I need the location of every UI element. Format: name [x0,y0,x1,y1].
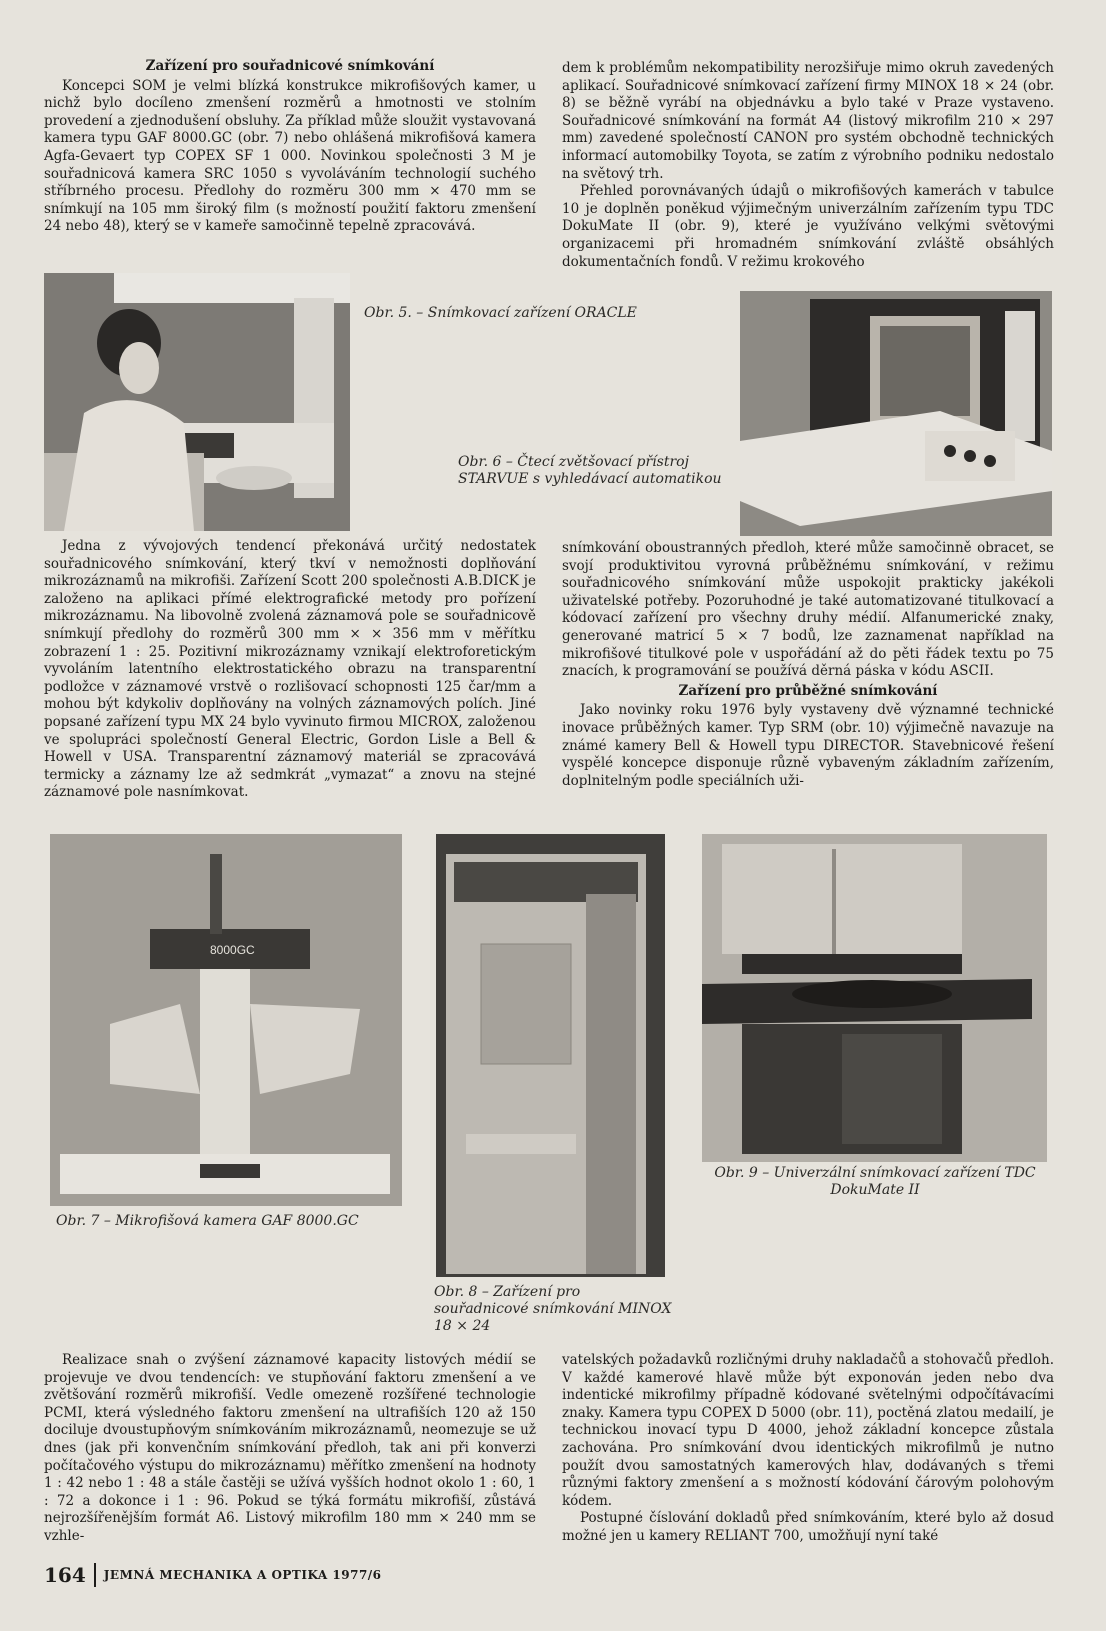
paragraph: Přehled porovnávaných údajů o mikrofišových kamerách v tabulce 10 je doplněn poněkud výjimečným univerzálním zařízením typu TDC DokuMate II (obr. 9), které je využíváno velkými světovými organizacemi při hromadném snímkování zvláště obsáhlých dokumentačních fondů. V režimu krokového [562,183,1054,270]
column-left-bottom [44,1352,536,1546]
caption-fig6: Obr. 6 – Čtecí zvětšovací přístroj STARVUE s vyhledávací automatikou [458,454,722,487]
paragraph: Jako novinky roku 1976 byly vystaveny dvě významné technické inovace průběžných kamer. Typ SRM (obr. 10) výjimečně navazuje na známé kamery Bell & Howell typu DIRECTOR. Stavebnicové řešení vyspělé koncepce disponuje různě vybaveným základním zařízením, doplnitelným podle speciálních uži- [562,702,1054,789]
photo-tdc-illustration [702,834,1047,1162]
caption-fig5: Obr. 5. – Snímkovací zařízení ORACLE [364,305,637,321]
page-footer [44,1560,382,1590]
paragraph: dem k problémům nekompatibility nerozšiřuje mimo okruh zavedených aplikací. Souřadnicové snímkovací zařízení firmy MINOX 18 × 24 (obr. 8) se běžně vyrábí na objednávku a bylo také v Praze vystaveno. Souřadnicové snímkování na formát A4 (listový mikrofilm 210 × 297 mm) zavedené společností CANON pro systém obchodně technických informací automobilky Toyota, se zatím z výrobního podniku nedostalo na světový trh. [562,60,1054,182]
caption-fig7: Obr. 7 – Mikrofišová kamera GAF 8000.GC [56,1213,359,1229]
column-left-mid [44,538,536,802]
paragraph: Postupné číslování dokladů před snímkováním, které bylo až dosud možné jen u kamery RELIANT 700, umožňují nyní také [562,1510,1054,1544]
paragraph: snímkování oboustranných předloh, které může samočinně obracet, se svojí produktivitou vyrovná průběžnému snímkování, v režimu souřadnicového snímkování může uspokojit prakticky jakékoli uživatelské potřeby. Pozoruhodné je také automatizované titulkovací a kódovací zařízení pro všechny druhy médií. Alfanumerické znaky, generované matricí 5 × 7 bodů, lze zaznamenat například na mikrofišové titulkové pole v uspořádání až do pěti řádek textu po 75 znacích, k programování se používá děrná páska v kódu ASCII. [562,540,1054,680]
paragraph: Koncepci SOM je velmi blízká konstrukce mikrofišových kamer, u nichž bylo docíleno zmenšení rozměrů a hmotnosti ve stolním provedení a zjednodušení obsluhy. Za příklad může sloužit vystavovaná kamera typu GAF 8000.GC (obr. 7) nebo ohlášená mikrofišová kamera Agfa-Gevaert typ COPEX SF 1 000. Novinkou společnosti 3 M je souřadnicová kamera SRC 1050 s vyvoláváním technologií suchého stříbrného procesu. Předlohy do rozměru 300 mm × 470 mm se snímkují na 105 mm široký film (s možností použití faktoru zmenšení 24 nebo 48), který se v kameře samočinně tepelně zpracovává. [44,77,536,235]
column-right-mid [562,540,1054,790]
photo-minox-device [436,834,665,1277]
paragraph: Jedna z vývojových tendencí překonává určitý nedostatek souřadnicového snímkování, který tkví v nemožnosti doplňování mikrozáznamů na mikrofiši. Zařízení Scott 200 společnosti A.B.DICK je založeno na aplikaci přímé elektrografické metody pro pořízení mikrozáznamu. Na libovolně zvolená záznamová pole se souřadnicově snímkují předlohy do rozměrů 300 mm × × 356 mm v měřítku zobrazení 1 : 25. Pozitivní mikrozáznamy vznikají elektroforetickým vyvoláním latentního elektrostatického obrazu na transparentní podložce v záznamové vrstvě o rozlišovací schopnosti 125 čar/mm a mohou být kdykoliv doplňovány na volných záznamových polích. Jiné popsané zařízení typu MX 24 bylo vyvinuto firmou MICROX, založenou ve spolupráci společností General Electric, Gordon Lisle a Bell & Howell v USA. Transparentní záznamový materiál se zpracovává termicky a záznamy lze až sedmkrát „vymazat“ a znovu na stejné záznamové pole nasnímkovat. [44,538,536,801]
journal-name: JEMNÁ MECHANIKA A OPTIKA 1977/6 [103,1568,382,1582]
photo-gaf-illustration [50,834,402,1206]
photo-starvue-illustration [740,291,1052,536]
photo-gaf-8000gc [50,834,402,1206]
photo-oracle-device [44,273,350,531]
photo-minox-illustration [436,834,665,1277]
page-number: 164 [44,1563,96,1587]
photo-tdc-dokumate [702,834,1047,1162]
column-right-bottom [562,1352,1054,1546]
camera-label: 8000GC [210,943,255,957]
section-heading-coordinate-imaging: Zařízení pro souřadnicové snímkování [145,58,435,74]
caption-fig8: Obr. 8 – Zařízení pro souřadnicové snímkování MINOX 18 × 24 [434,1284,672,1334]
caption-fig9: Obr. 9 – Univerzální snímkovací zařízení TDC DokuMate II [714,1165,1036,1198]
photo-starvue-device [740,291,1052,536]
paragraph: Realizace snah o zvýšení záznamové kapacity listových médií se projevuje ve dvou tendencích: ve stupňování faktoru zmenšení a ve zvětšování rozměrů mikrofiší. Vedle omezeně rozšířené technologie PCMI, která výsledného faktoru zmenšení na ultrafiších 120 až 150 dociluje dvoustupňovým snímkováním mikrozáznamů, neomezuje se už dnes (jak při konvenčním snímkování předloh, tak ani při konverzi počítačového výstupu do mikrozáznamu) měřítko zmenšení na hodnoty 1 : 42 nebo 1 : 48 a stále častěji se užívá vyšších hodnot okolo 1 : 60, 1 : 72 a dokonce i 1 : 96. Pokud se týká formátu mikrofiší, zůstává nejrozšířenějším formát A6. Listový mikrofilm 180 mm × 240 mm se vzhle- [44,1352,536,1544]
column-left-top [44,58,536,236]
paragraph: vatelských požadavků rozličnými druhy nakladačů a stohovačů předloh. V každé kamerové hlavě může být exponován jeden nebo dva indentické mikrofilmy případně kódované světelnými odpočítávacími znaky. Kamera typu COPEX D 5000 (obr. 11), poctěná zlatou medailí, je technickou inovací typu D 4000, jehož základní koncepce zůstala zachována. Pro snímkování dvou identických mikrofilmů je nutno použít dvou samostatných kamerových hlav, dodávaných s třemi různými faktory zmenšení a s možností kódování čárovým polohovým kódem. [562,1352,1054,1509]
photo-oracle-illustration [44,273,350,531]
section-heading-continuous-imaging: Zařízení pro průběžné snímkování [678,682,938,699]
column-right-top [562,60,1054,271]
